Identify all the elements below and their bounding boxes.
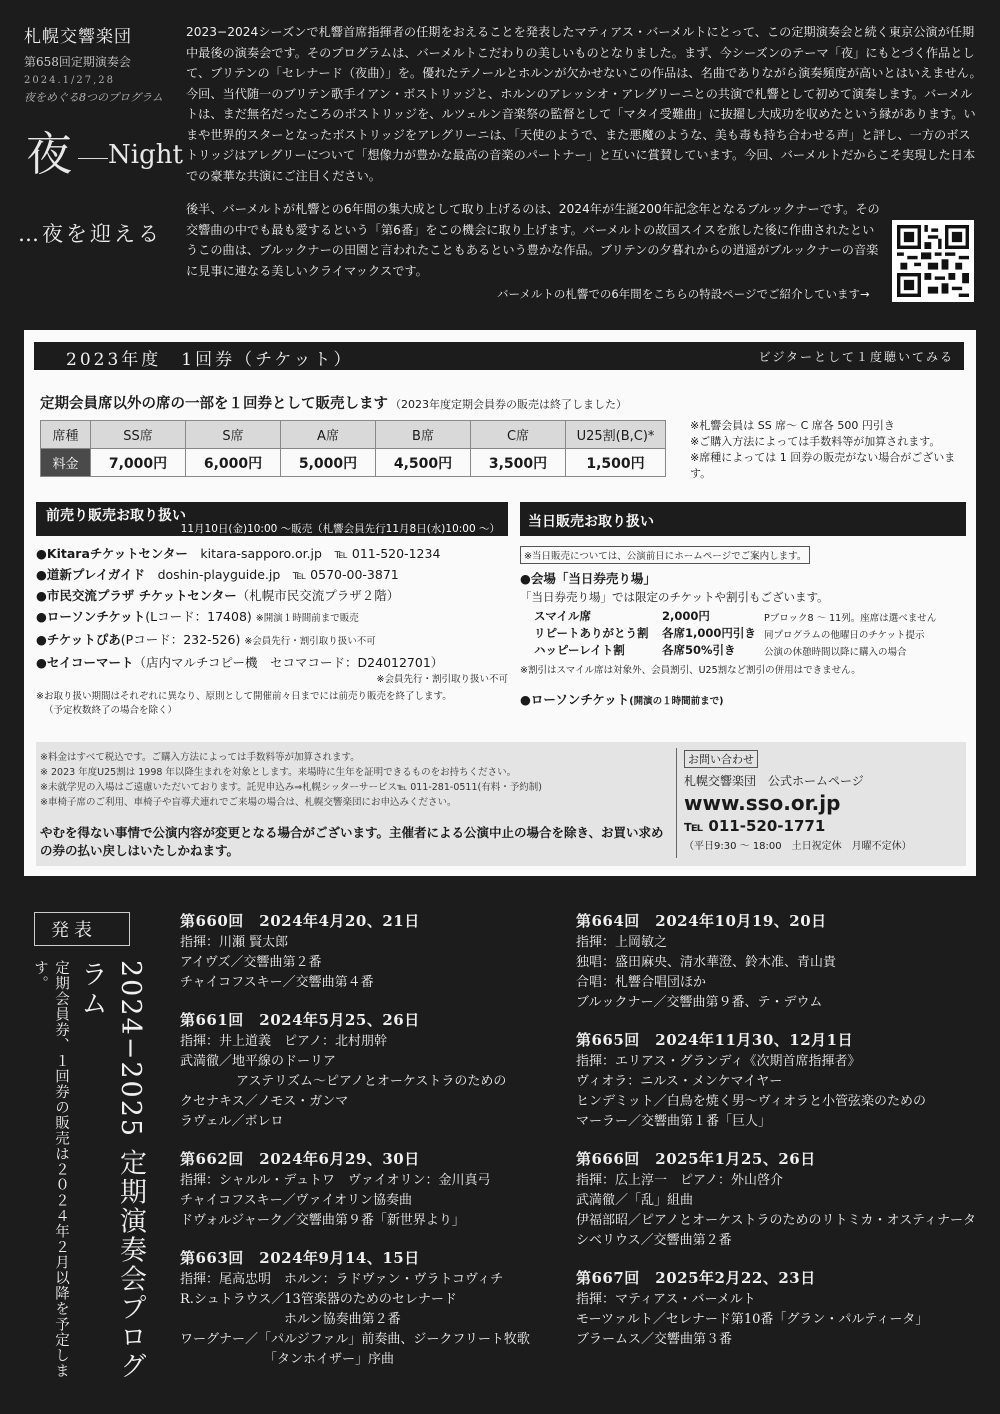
contact-label: お問い合わせ	[684, 750, 758, 768]
program-column-left	[180, 911, 550, 1387]
day-of-sales-title: 当日販売お取り扱い	[528, 514, 654, 530]
advance-sales-section	[36, 502, 508, 718]
concert-line: 合唱：札響合唱団ほか	[576, 975, 707, 990]
ticket-lead-text: 定期会員席以外の席の一部を１回券として販売します	[40, 396, 388, 412]
vendor-detail: kitara-sapporo.or.jp ℡ 011-520-1234	[200, 546, 441, 561]
seat-u25-header: U25割(B,C)*	[566, 421, 666, 449]
vendor-name: ●ローソンチケット	[36, 609, 146, 624]
day-of-venue-text: 「当日券売り場」では限定のチケットや割引もございます。	[520, 590, 829, 604]
qr-code-icon	[897, 225, 969, 297]
vendor-name: ●道新プレイガイド	[36, 567, 146, 582]
price-u25: 1,500円	[566, 449, 666, 477]
list-item[interactable]	[36, 652, 508, 673]
concert-entry	[576, 1268, 976, 1350]
qr-code[interactable]	[892, 220, 974, 302]
divider	[676, 748, 677, 858]
price-note: ※席種によっては 1 回券の販売がない場合がございます。	[690, 451, 956, 480]
concert-entry	[180, 1248, 550, 1370]
concert-title: 第665回 2024年11月30、12月1日	[576, 1031, 854, 1049]
advance-footnote	[36, 690, 508, 718]
list-item	[520, 625, 966, 642]
advance-sales-title: 前売り販売お取り扱い	[46, 508, 186, 524]
day-of-notice: ※当日販売については、公演前日にホームページでご案内します。	[520, 546, 810, 564]
concert-line: シベリウス／交響曲第２番	[576, 1233, 732, 1248]
advance-sales-date: 11月10日(金)10:00 〜販売（札響会員先行11月8日(水)10:00 〜）	[180, 523, 500, 535]
concert-entry	[180, 1010, 550, 1132]
vendor-detail: doshin-playguide.jp ℡ 0570-00-3871	[157, 567, 399, 582]
ticket-lead	[40, 392, 627, 413]
price-note: ※札響会員は SS 席〜 C 席各 500 円引き	[690, 419, 895, 432]
concert-line: ワーグナー／「パルジファル」前奏曲、ジークフリート牧歌	[180, 1332, 530, 1347]
concert-line: アステリズム〜ピアノとオーケストラのための	[236, 1074, 507, 1089]
vendor-name: ●市民交流プラザ チケットセンター	[36, 588, 237, 603]
contact-phone[interactable]: ℡ 011-520-1771	[684, 817, 826, 835]
seat-ss-header: SS席	[91, 421, 186, 449]
concert-line: クセナキス／ノモス・ガンマ	[180, 1094, 349, 1109]
concert-date: 2024.1/27,28	[24, 75, 115, 86]
day-of-discount-list	[520, 608, 966, 659]
concert-line: 独唱：盛田麻央、清水華澄、鈴木准、青山貴	[576, 955, 837, 970]
concert-title: 第662回 2024年6月29、30日	[180, 1150, 420, 1168]
concert-line: マーラー／交響曲第１番「巨人」	[576, 1114, 772, 1129]
concert-line: ホルン協奏曲第２番	[284, 1312, 401, 1327]
list-item[interactable]	[36, 564, 508, 585]
program-sales-note: 定期会員券、１回券の販売は２０２４年２月以降を予定します。	[32, 960, 69, 1379]
special-page-link[interactable]: バーメルトの札響での6年間をこちらの特設ページでご紹介しています→	[497, 287, 870, 301]
concert-entry	[576, 1030, 976, 1132]
intro-paragraph-1	[186, 22, 982, 186]
concert-line: 伊福部昭／ピアノとオーケストラのためのリトミカ・オスティナータ	[576, 1213, 977, 1228]
general-note: ※車椅子席のご利用、車椅子や盲導犬連れでご来場の場合は、札幌交響楽団にお申込みください。	[40, 797, 457, 808]
discount-name: ハッピーレイト割	[534, 643, 625, 657]
seat-b-header: B席	[376, 421, 471, 449]
list-item[interactable]	[36, 585, 508, 606]
concert-line: ヒンデミット／白鳥を焼く男〜ヴィオラと小管弦楽のための	[576, 1094, 926, 1109]
concert-entry	[576, 911, 976, 1013]
program-column-right	[576, 911, 976, 1367]
concert-line: チャイコフスキー／ヴァイオリン協奏曲	[180, 1193, 413, 1208]
ticket-header-bar	[34, 342, 964, 370]
night-kanji: 夜	[26, 127, 72, 181]
concert-line: 指揮：シャルル・デュトワ ヴァイオリン：金川真弓	[180, 1173, 491, 1188]
price-a: 5,000円	[281, 449, 376, 477]
concert-line: ラヴェル／ボレロ	[180, 1114, 284, 1129]
concert-title: 第660回 2024年4月20、21日	[180, 912, 420, 930]
advance-sales-list	[36, 543, 508, 686]
discount-note: Pブロック8 〜 11列。座席は選べません	[764, 613, 937, 624]
list-item	[520, 642, 966, 659]
price-note: ※ご購入方法によっては手数料等が加算されます。	[690, 435, 941, 448]
concert-line: ドヴォルジャーク／交響曲第９番「新世界より」	[180, 1213, 465, 1228]
seat-s-header: S席	[186, 421, 281, 449]
vendor-detail: （店内マルチコピー機 セコマコード：D24012701）	[133, 655, 444, 670]
night-logo	[24, 118, 183, 188]
contact-hours: （平日9:30 〜 18:00 土日祝定休 月曜不定休）	[684, 841, 912, 852]
price-ss: 7,000円	[91, 449, 186, 477]
concert-title: 第664回 2024年10月19、20日	[576, 912, 827, 930]
concert-line: 「タンホイザー」序曲	[264, 1352, 395, 1367]
concert-line: チャイコフスキー／交響曲第４番	[180, 975, 374, 990]
concert-title: 第666回 2025年1月25、26日	[576, 1150, 816, 1168]
price-c: 3,500円	[471, 449, 566, 477]
concert-title: 第667回 2025年2月22、23日	[576, 1269, 816, 1287]
concert-number: 第658回定期演奏会	[24, 55, 131, 69]
discount-price: 各席50%引き	[662, 643, 736, 657]
concert-line: 武満徹／「乱」組曲	[576, 1193, 694, 1208]
concert-line: 指揮：尾高忠明 ホルン：ラドヴァン・ヴラトコヴィチ	[180, 1272, 504, 1287]
price-s: 6,000円	[186, 449, 281, 477]
discount-name: スマイル席	[534, 609, 592, 623]
price-b: 4,500円	[376, 449, 471, 477]
price-notes	[690, 418, 970, 482]
seat-a-header: A席	[281, 421, 376, 449]
discount-note: 同プログラムの他曜日のチケット提示	[764, 630, 925, 641]
concert-line: 指揮：エリアス・グランディ《次期首席指揮者》	[576, 1054, 861, 1069]
list-item[interactable]	[36, 629, 508, 652]
day-of-sales-section	[520, 502, 966, 708]
concert-line: R.シュトラウス／13管楽器のためのセレナード	[180, 1292, 457, 1307]
seico-note: ※会員先行・割引取り扱い不可	[376, 674, 508, 685]
concert-title: 第663回 2024年9月14、15日	[180, 1249, 420, 1267]
announcement-badge-label: 発表	[51, 920, 97, 941]
vendor-detail: （札幌市民交流プラザ２階）	[236, 588, 400, 603]
general-note: ※未就学児の入場はご遠慮いただいております。託児申込み⇒札幌シッターサービス℡ 011-281-0511(有料・予約制)	[40, 782, 542, 793]
vendor-note: ※開演１時間前まで販売	[255, 613, 359, 624]
seat-c-header: C席	[471, 421, 566, 449]
contact-org: 札幌交響楽団 公式ホームページ	[684, 774, 864, 788]
program-vertical-title	[32, 960, 150, 1400]
list-item	[520, 608, 966, 625]
general-note: ※ 2023 年度U25割は 1998 年以降生まれを対象とします。来場時に生年を証明できるものをお持ちください。	[40, 767, 517, 778]
concert-line: ヴィオラ：ニルス・メンケマイヤー	[576, 1074, 783, 1089]
price-table-price-row	[41, 449, 666, 477]
day-of-venue: ●会場「当日券売り場」	[520, 571, 656, 586]
discount-price: 各席1,000円引き	[662, 626, 756, 640]
intro-text-2: 後半、バーメルトが札響との6年間の集大成として取り上げるのは、2024年が生誕200年記念年となるブルックナーです。その交響曲の中でも最も愛するという「第6番」をこの機会に取り上げます。バーメルトの故国スイスを旅した後に作曲されたというこの曲は、ブルックナーの田園と言われたこともあるという豊かな作品。ブリテンの夕暮れからの逍遥がブルックナーの音楽に見事に連なる美しいクライマックスです。	[186, 202, 880, 278]
ticket-info-box	[24, 330, 976, 876]
discount-price: 2,000円	[662, 609, 710, 623]
general-notes	[40, 750, 670, 810]
concert-line: 武満徹／地平線のドーリア	[180, 1054, 337, 1069]
advance-footnote-line: （予定枚数終了の場合を除く）	[44, 705, 178, 716]
concert-entry	[576, 1149, 976, 1251]
seat-type-label: 席種	[41, 421, 91, 449]
concert-line: 指揮：マティアス・バーメルト	[576, 1292, 756, 1307]
advance-sales-header	[36, 502, 508, 536]
day-of-sales-header	[520, 502, 966, 536]
concert-line: アイヴズ／交響曲第２番	[180, 955, 322, 970]
lawson-label: ●ローソンチケット	[520, 692, 630, 707]
concert-line: 指揮：広上淳一 ピアノ：外山啓介	[576, 1173, 783, 1188]
concert-line: 指揮：上岡敏之	[576, 935, 668, 950]
announcement-badge	[34, 912, 130, 946]
price-table	[40, 420, 666, 477]
concert-entry	[180, 1149, 550, 1231]
discount-name: リピートありがとう割	[534, 626, 649, 640]
concert-line: 指揮：川瀬 賢太郎	[180, 935, 289, 950]
concert-entry	[180, 911, 550, 993]
concert-line: ブルックナー／交響曲第９番、テ・デウム	[576, 995, 823, 1010]
vendor-name: ●セイコーマート	[36, 655, 134, 670]
ticket-lead-note: （2023年度定期会員券の販売は終了しました）	[390, 398, 627, 411]
org-name: 札幌交響楽団	[24, 27, 132, 47]
website-link[interactable]: www.sso.or.jp	[684, 791, 841, 815]
tagline: …夜を迎える	[18, 222, 162, 246]
general-note: ※料金はすべて税込です。ご購入方法によっては手数料等が加算されます。	[40, 752, 360, 763]
list-item[interactable]	[36, 543, 508, 564]
concert-line: モーツァルト／セレナード第10番「グラン・パルティータ」	[576, 1312, 929, 1327]
advance-footnote-line: ※お取り扱い期間はそれぞれに異なり、原則として開催前々日までには前売り販売を終了します。	[36, 691, 452, 702]
discount-footnote: ※割引はスマイル席は対象外、会員割引、U25割など割引の併用はできません。	[520, 665, 861, 676]
vendor-detail: (Lコード：17408)	[145, 609, 252, 624]
night-english: Night	[108, 140, 183, 170]
contact-block	[684, 750, 962, 852]
intro-text-1: 2023−2024シーズンで札響首席指揮者の任期をおえることを発表したマティアス・バーメルトにとって、この定期演奏会と続く東京公演が任期中最後の演奏会です。そのプログラムは、バーメルトこだわりの美しいものとなりました。まず、今シーズンのテーマ「夜」にもとづく作品として、ブリテンの「セレナード（夜曲）」を。優れたテノールとホルンが欠かせないこの作品は、名曲でありながら演奏頻度が高いとはいえません。今回、当代随一のブリテン歌手イアン・ボストリッジと、ホルンのアレッシオ・アレグリーニとの共演で札響として初めて演奏します。バーメルトは、まだ無名だったころのボストリッジを、ルツェルン音楽祭の監督として「マタイ受難曲」に抜擢し大成功を収めたという縁があります。いまや世界的スターとなったボストリッジをアレグリーニは、「天使のようで、また悪魔のような、美も毒も持ち合わせる声」と評し、一方のボストリッジはアレグリーについて「想像力が豊かな最高の音楽のパートナー」と互いに賞賛しています。今回、バーメルトだからこそ実現した日本での豪華な共演にご注目ください。	[186, 25, 982, 183]
vendor-note: ※会員先行・割引取り扱い不可	[244, 636, 376, 647]
concert-line: ブラームス／交響曲第３番	[576, 1332, 733, 1347]
program-title: 2024−2025 定期演奏会プログラム	[76, 960, 146, 1381]
day-of-lawson[interactable]	[520, 690, 966, 708]
discount-note: 公演の休憩時間以降に購入の場合	[764, 647, 907, 658]
lawson-note: (開演の１時間前まで)	[629, 696, 724, 707]
vendor-detail: (Pコード：232-526)	[120, 632, 241, 647]
vendor-name: ●Kitaraチケットセンター	[36, 546, 188, 561]
series-subtitle: 夜をめぐる8つのプログラム	[24, 91, 163, 104]
price-table-header-row	[41, 421, 666, 449]
branding-block	[24, 22, 174, 105]
vendor-name: ●チケットぴあ	[36, 632, 121, 647]
refund-notice: やむを得ない事情で公演内容が変更となる場合がございます。主催者による公演中止の場合を除き、お買い求めの券の払い戻しはいたしかねます。	[40, 825, 664, 858]
night-logo-line	[78, 158, 108, 159]
concert-title: 第661回 2024年5月25、26日	[180, 1011, 420, 1029]
concert-line: 指揮：井上道義 ピアノ：北村朋幹	[180, 1034, 387, 1049]
notes-area	[36, 742, 966, 866]
intro-paragraph-2	[186, 199, 886, 281]
price-label: 料金	[41, 449, 91, 477]
visitor-tagline: ビジターとして１度聴いてみる	[758, 350, 954, 364]
ticket-title: 2023年度 1回券（チケット）	[66, 350, 354, 370]
list-item[interactable]	[36, 606, 508, 629]
